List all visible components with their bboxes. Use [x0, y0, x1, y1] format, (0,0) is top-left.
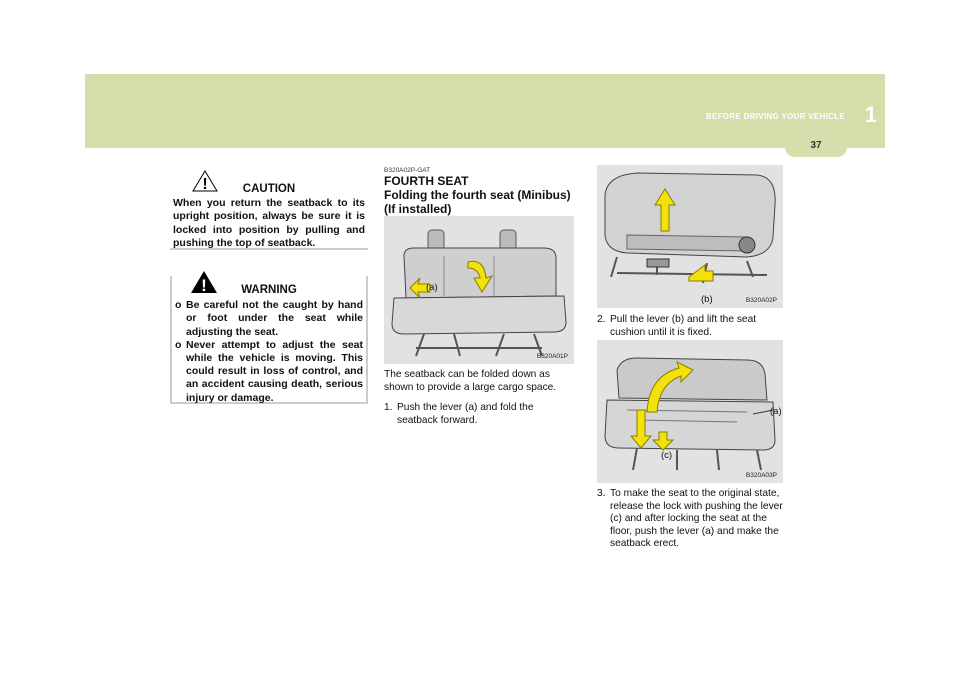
figure-label: (a) — [426, 282, 438, 293]
caution-box — [170, 170, 368, 250]
seat-illustration — [384, 216, 574, 364]
figure-seat-fold — [384, 216, 574, 364]
warning-item: o Never attempt to adjust the seat while the vehicle is moving. This could result in loss of control, and an accident causing death, serious injury or damage. — [175, 338, 363, 404]
figure-label: (c) — [661, 450, 673, 461]
section-title: FOURTH SEAT — [384, 174, 469, 188]
seat-illustration — [597, 165, 783, 308]
figure-seat-lift — [597, 165, 783, 308]
chapter-title: BEFORE DRIVING YOUR VEHICLE — [705, 112, 845, 121]
section-code: B320A02P-GAT — [384, 167, 431, 174]
step-3: 3. To make the seat to the original state, release the lock with pushing the lever (c) and after locking the seat at the floor, push the lever (a) and make the seatback erect. — [597, 488, 783, 550]
warning-triangle-icon — [192, 170, 218, 192]
step-1: 1. Push the lever (a) and fold the seatback forward. — [384, 402, 534, 426]
chapter-number: 1 — [864, 102, 877, 127]
page-number-tab — [785, 137, 847, 157]
bullet: o — [175, 299, 182, 312]
svg-text:!: ! — [202, 176, 208, 192]
intro-text: The seatback can be folded down as shown to provide a large cargo space. — [384, 369, 557, 393]
section-subtitle: Folding the fourth seat (Minibus) (If installed) — [384, 188, 571, 216]
figure-label: (b) — [701, 294, 713, 305]
figure-code: B320A02P — [745, 297, 777, 304]
seat-illustration — [597, 340, 783, 483]
step-2: 2. Pull the lever (b) and lift the seat cushion until it is fixed. — [597, 314, 757, 338]
bullet: o — [175, 338, 182, 351]
svg-text:!: ! — [201, 276, 207, 294]
figure-seat-restore — [597, 340, 783, 483]
figure-label: (a) — [770, 406, 782, 417]
caution-text: When you return the seatback to its upright position, always be sure it is locked into position by pulling and pushing the top of seatback. — [173, 197, 365, 249]
warning-item: o Be careful not the caught by hand or foot under the seat while adjusting the seat. — [175, 299, 363, 338]
caution-title: CAUTION — [242, 183, 296, 195]
warning-box — [170, 276, 368, 404]
figure-code: B320A01P — [536, 353, 568, 360]
warning-triangle-icon — [190, 270, 218, 294]
warning-title: WARNING — [241, 284, 297, 296]
header-band — [85, 74, 885, 148]
figure-code: B320A03P — [745, 472, 777, 479]
page-number: 37 — [810, 140, 822, 151]
